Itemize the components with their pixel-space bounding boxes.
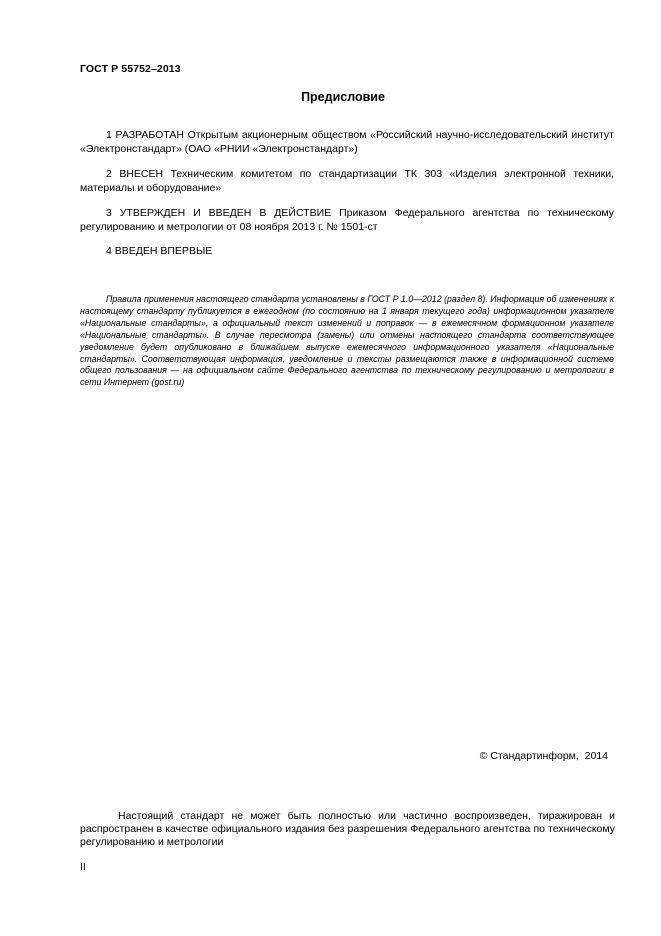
foreword-item-2: 2 ВНЕСЕН Техническим комитетом по стандартизации ТК 303 «Изделия электронной техники, материалы и оборудование»	[80, 168, 614, 194]
page-title: Предисловие	[301, 90, 385, 104]
page-number: II	[80, 861, 86, 873]
application-rules-note: Правила применения настоящего стандарта установлены в ГОСТ Р 1.0—2012 (раздел 8). Информация об изменениях к настоящему стандарту публикуется в ежегодном (по состоянию на 1 января текущего года) информационном указателе «Национальные стандарты», а официальный текст изменений и поправок — в ежемесячном формационном указателе «Национальные стандарты». В случае пересмотра (замены) или отмены настоящего стандарта соответствующее уведомление будет опубликовано в ближайшем выпуске ежемесячного информационного указателя «Национальные стандарты». Соответствующая информация, уведомление и тексты размещаются также в информационной системе общего пользования — на официальном сайте Федерального агентства по техническому регулированию и метрологии в сети Интернет (gost.ru)	[80, 294, 614, 388]
reproduction-notice: Настоящий стандарт не может быть полностью или частично воспроизведен, тиражирован и распространен в качестве официального издания без разрешения Федерального агентства по техническому регулированию и метрологии	[80, 810, 615, 848]
standard-id-header: ГОСТ Р 55752–2013	[80, 63, 181, 75]
foreword-item-3: 3 УТВЕРЖДЕН И ВВЕДЕН В ДЕЙСТВИЕ Приказом Федерального агентства по техническому регулированию и метрологии от 08 ноября 2013 г. № 1501-ст	[80, 207, 614, 233]
copyright-line: © Стандартинформ, 2014	[479, 750, 608, 762]
foreword-item-4: 4 ВВЕДЕН ВПЕРВЫЕ	[106, 245, 213, 257]
foreword-item-1: 1 РАЗРАБОТАН Открытым акционерным обществом «Российский научно-исследовательский институт «Электронстандарт» (ОАО «РНИИ «Электронстандарт»)	[80, 129, 614, 155]
